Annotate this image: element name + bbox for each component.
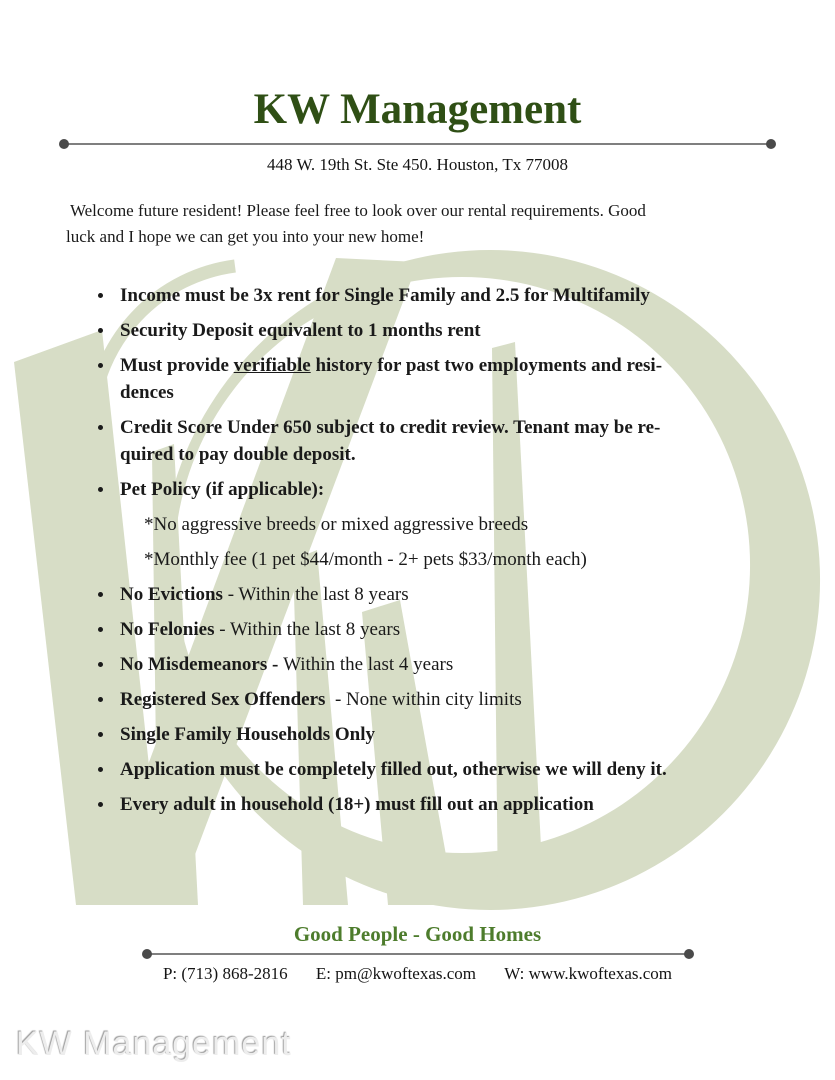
bottom-brand-label: KW Management <box>16 1025 292 1063</box>
requirement-item: No Evictions - Within the last 8 years <box>96 581 795 608</box>
requirement-item: Single Family Households Only <box>96 721 795 748</box>
requirement-item: No Misdemeanors - Within the last 4 years <box>96 651 795 678</box>
requirement-item: Credit Score Under 650 subject to credit review. Tenant may be re- quired to pay double deposit. <box>96 414 795 468</box>
requirement-item: Income must be 3x rent for Single Family and 2.5 for Multifamily <box>96 282 795 309</box>
document-footer <box>0 921 835 985</box>
requirement-item: Security Deposit equivalent to 1 months rent <box>96 317 795 344</box>
requirements-list <box>96 282 795 818</box>
requirement-item: Registered Sex Offenders - None within city limits <box>96 686 795 713</box>
page-title: KW Management <box>253 86 582 133</box>
requirement-item: Every adult in household (18+) must fill out an application <box>96 791 795 818</box>
welcome-line-2: luck and I hope we can get you into your new home! <box>66 227 425 246</box>
company-address: 448 W. 19th St. Ste 450. Houston, Tx 77008 <box>267 155 568 174</box>
requirement-item: Pet Policy (if applicable): <box>96 476 795 503</box>
footer-divider <box>147 953 689 955</box>
requirement-item: Application must be completely filled out, otherwise we will deny it. <box>96 756 795 783</box>
header-divider <box>64 143 771 145</box>
contact-email: E: pm@kwoftexas.com <box>315 964 477 983</box>
contact-phone: P: (713) 868-2816 <box>162 964 288 983</box>
contact-line <box>0 963 835 985</box>
pet-policy-subitem: *No aggressive breeds or mixed aggressive breeds <box>144 514 529 535</box>
document-header <box>0 0 835 176</box>
welcome-paragraph <box>66 198 835 250</box>
contact-website: W: www.kwoftexas.com <box>504 964 673 983</box>
requirement-item: Must provide verifiable history for past two employments and resi- dences <box>96 352 795 406</box>
pet-policy-subitem: *Monthly fee (1 pet $44/month - 2+ pets $33/month each) <box>144 549 587 570</box>
company-tagline: Good People - Good Homes <box>293 922 542 946</box>
requirement-item: No Felonies - Within the last 8 years <box>96 616 795 643</box>
welcome-line-1: Welcome future resident! Please feel free to look over our rental requirements. Good <box>66 201 646 220</box>
